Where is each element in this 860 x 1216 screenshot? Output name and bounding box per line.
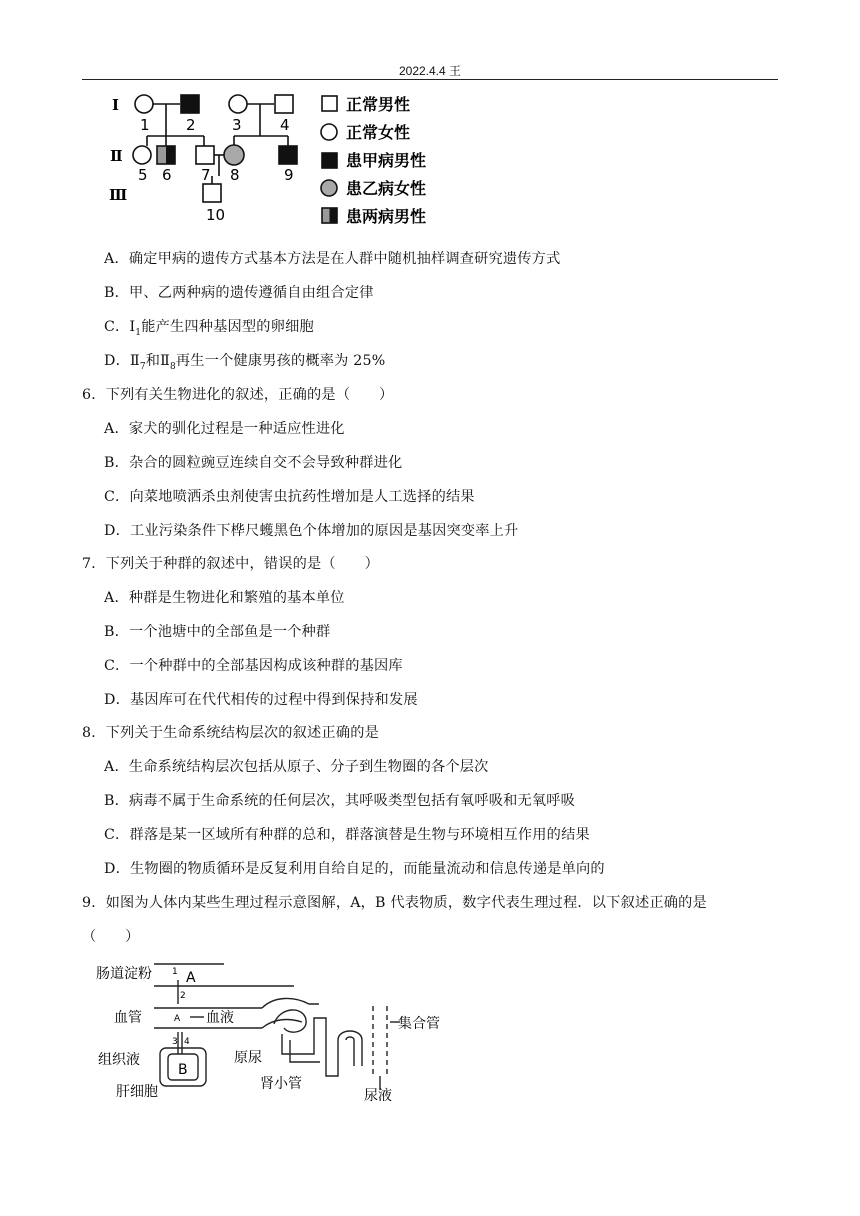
q5-option-d: D．$Ⅱ_7$和$Ⅱ_8$再生一个健康男孩的概率为 25% [104, 353, 386, 372]
num-2: 2 [186, 116, 196, 134]
individual-4 [275, 95, 293, 113]
legend-normal-male: 正常男性 [346, 95, 411, 114]
individual-7 [196, 146, 214, 164]
individual-10 [203, 184, 221, 202]
generation-2-label: Ⅱ [110, 147, 123, 165]
letter-b: B [178, 1062, 188, 1078]
q8-option-b: B．病毒不属于生命系统的任何层次，其呼吸类型包括有氧呼吸和无氧呼吸 [104, 793, 576, 809]
q6-option-d: D．工业污染条件下桦尺蠖黑色个体增加的原因是基因突变率上升 [104, 523, 519, 539]
individual-3 [229, 95, 247, 113]
individual-2 [181, 95, 199, 113]
q7-option-d: D．基因库可在代代相传的过程中得到保持和发展 [104, 692, 418, 708]
q5-option-b: B．甲、乙两种病的遗传遵循自由组合定律 [104, 285, 374, 301]
legend-both-diseases-male: 患两病男性 [346, 207, 427, 226]
num-5: 5 [138, 166, 148, 184]
legend-disease-a-male: 患甲病男性 [346, 151, 427, 170]
legend-disease-b-female: 患乙病女性 [346, 179, 427, 198]
physiology-figure [94, 956, 454, 1102]
q6-option-b: B．杂合的圆粒豌豆连续自交不会导致种群进化 [104, 455, 403, 471]
q8-option-a: A．生命系统结构层次包括从原子、分子到生物圈的各个层次 [104, 759, 489, 775]
legend-normal-male-icon [322, 96, 337, 111]
q5-option-a: A．确定甲病的遗传方式基本方法是在人群中随机抽样调查研究遗传方式 [104, 251, 561, 267]
q7-stem: 7．下列关于种群的叙述中，错误的是（ ） [82, 556, 379, 572]
num-3-fig: 3 [172, 1037, 178, 1047]
num-2-fig: 2 [180, 991, 186, 1001]
label-blood: 血液 [206, 1010, 234, 1026]
num-3: 3 [232, 116, 242, 134]
num-1: 1 [140, 116, 150, 134]
label-liver-cell: 肝细胞 [116, 1084, 158, 1100]
q6-stem: 6．下列有关生物进化的叙述，正确的是（ ） [82, 387, 394, 403]
q7-option-b: B．一个池塘中的全部鱼是一个种群 [104, 624, 331, 640]
header-rule [82, 79, 778, 80]
individual-5 [133, 146, 151, 164]
q6-option-c: C．向菜地喷洒杀虫剂使害虫抗药性增加是人工选择的结果 [104, 489, 475, 505]
num-10: 10 [206, 206, 226, 224]
label-renal-tubule: 肾小管 [260, 1076, 302, 1092]
label-urine: 尿液 [364, 1088, 392, 1102]
q8-option-d: D．生物圈的物质循环是反复利用自给自足的，而能量流动和信息传递是单向的 [104, 861, 605, 877]
generation-3-label: Ⅲ [109, 186, 128, 204]
page-header: 2022.4.4 王 [398, 64, 462, 78]
q8-option-c: C．群落是某一区域所有种群的总和，群落演替是生物与环境相互作用的结果 [104, 827, 590, 843]
label-collecting-duct: 集合管 [398, 1016, 440, 1032]
num-1-fig: 1 [172, 967, 178, 977]
individual-1 [135, 95, 153, 113]
q7-option-c: C．一个种群中的全部基因构成该种群的基因库 [104, 658, 403, 674]
pedigree-diagram [100, 86, 450, 234]
letter-a-blood: A [174, 1014, 181, 1024]
q6-option-a: A．家犬的驯化过程是一种适应性进化 [104, 421, 345, 437]
q7-option-a: A．种群是生物进化和繁殖的基本单位 [104, 590, 345, 606]
legend-disease-b-female-icon [321, 180, 337, 196]
num-9: 9 [284, 166, 294, 184]
num-4: 4 [280, 116, 290, 134]
generation-1-label: Ⅰ [112, 96, 120, 114]
label-primary-urine: 原尿 [234, 1050, 262, 1066]
q9-stem: 9．如图为人体内某些生理过程示意图解，A，B 代表物质，数字代表生理过程．以下叙述正确的是 [82, 895, 707, 911]
q5-option-c: C．$Ⅰ_1$能产生四种基因型的卵细胞 [104, 319, 314, 338]
legend-disease-a-male-icon [322, 153, 337, 168]
letter-a-intestine: A [186, 970, 196, 986]
legend-normal-female-icon [321, 124, 337, 140]
individual-8 [224, 145, 244, 165]
individual-9 [279, 146, 297, 164]
num-8: 8 [230, 166, 240, 184]
num-4-fig: 4 [184, 1037, 190, 1047]
num-7: 7 [201, 166, 211, 184]
label-blood-vessel: 血管 [114, 1010, 142, 1026]
label-intestinal-starch: 肠道淀粉 [96, 966, 152, 982]
legend-normal-female: 正常女性 [346, 123, 411, 142]
q8-stem: 8．下列关于生命系统结构层次的叙述正确的是 [82, 725, 379, 741]
q9-paren: （ ） [82, 929, 140, 945]
num-6: 6 [162, 166, 172, 184]
label-tissue-fluid: 组织液 [98, 1052, 140, 1068]
